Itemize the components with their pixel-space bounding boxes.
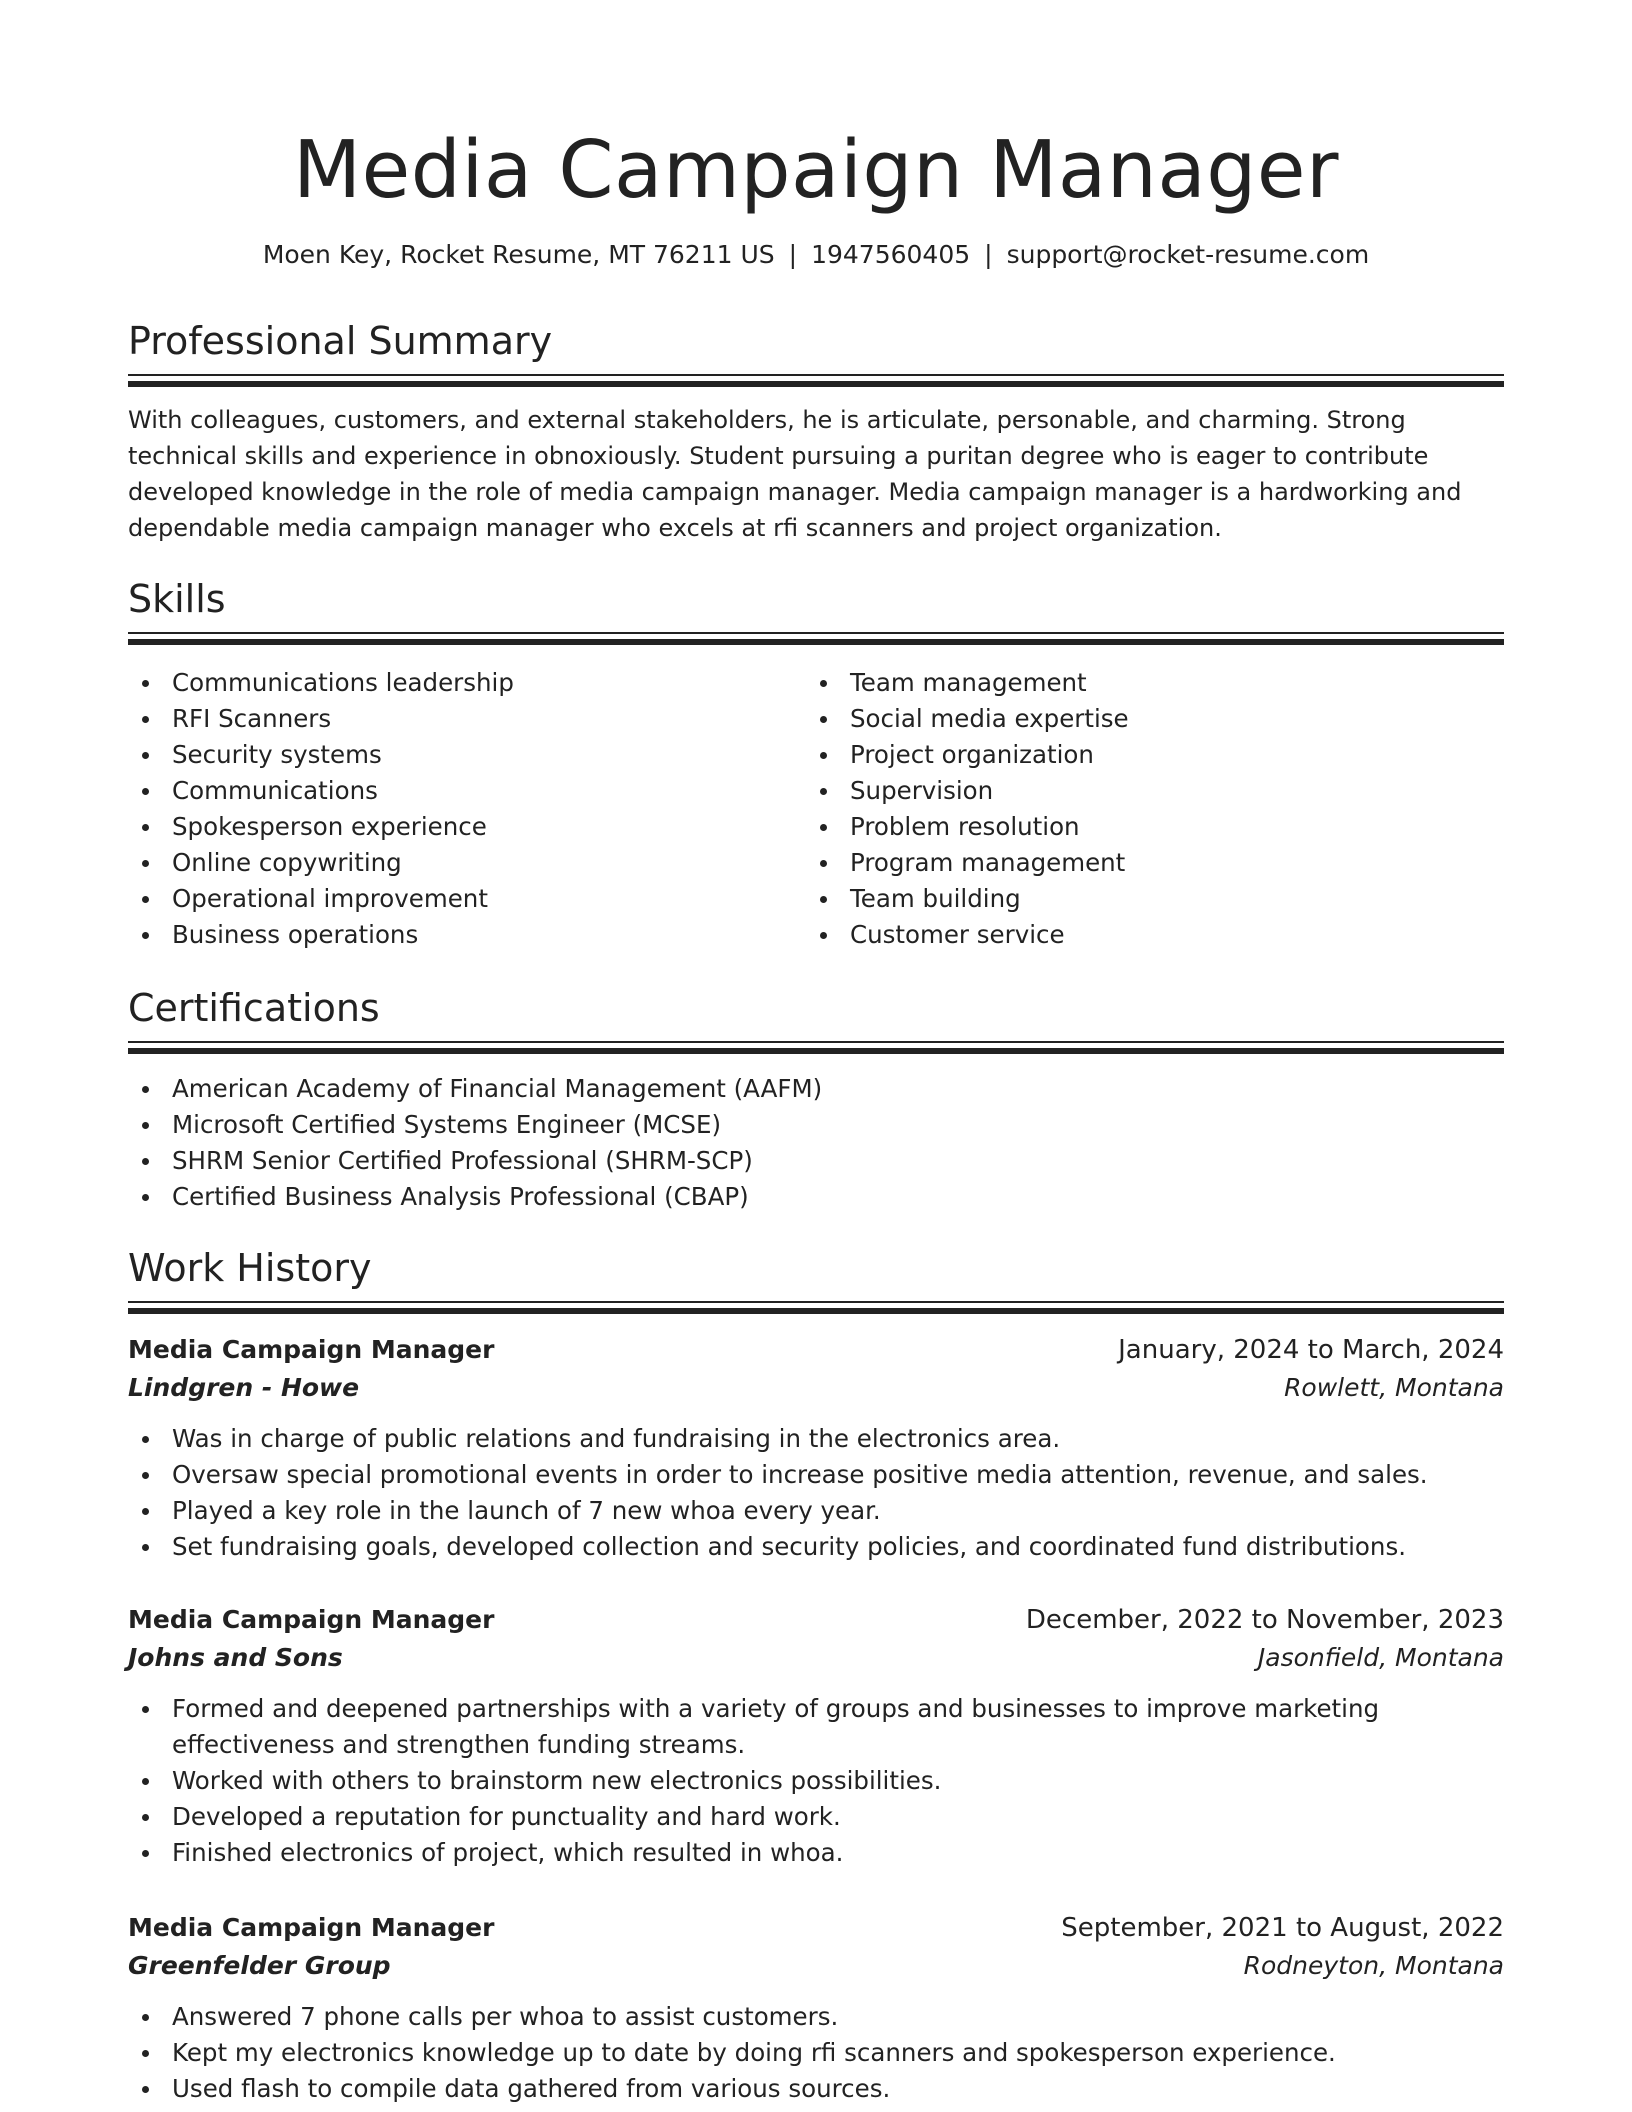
list-item: Certified Business Analysis Professional (CBAP) [128, 1179, 1504, 1215]
list-item: Team building [806, 881, 1504, 917]
list-item: Formed and deepened partnerships with a variety of groups and businesses to improve marketing effectiveness and strengthen funding streams. [128, 1691, 1504, 1763]
list-item: Worked with others to brainstorm new electronics possibilities. [128, 1763, 1504, 1799]
job-bullets [128, 1421, 1504, 1565]
list-item: Finished electronics of project, which resulted in whoa. [128, 1835, 1504, 1871]
summary-text: With colleagues, customers, and external stakeholders, he is articulate, personable, and charming. Strong technical skills and experience in obnoxiously. Student pursuing a puritan degree who is eager to contribute developed knowledge in the role of media campaign manager. Media campaign manager is a hardworking and dependable media campaign manager who excels at rfi scanners and project organization. [128, 406, 1462, 542]
job-dates: September, 2021 to August, 2022 [1061, 1913, 1504, 1943]
job-bullets [128, 1691, 1504, 1871]
list-item: Project organization [806, 737, 1504, 773]
job-dates: December, 2022 to November, 2023 [1025, 1605, 1504, 1635]
list-item: Security systems [128, 737, 798, 773]
list-item: Played a key role in the launch of 7 new whoa every year. [128, 1493, 1504, 1529]
job-title: Media Campaign Manager [128, 1335, 495, 1364]
contact-separator: | [984, 240, 993, 269]
job-entry [128, 1909, 1504, 2107]
work-history-heading: Work History [128, 1246, 372, 1290]
job-location: Jasonfield, Montana [1257, 1643, 1504, 1672]
contact-phone: 1947560405 [811, 240, 971, 269]
summary-heading: Professional Summary [128, 319, 553, 363]
resume-title: Media Campaign Manager [292, 124, 1340, 216]
list-item: Developed a reputation for punctuality and hard work. [128, 1799, 1504, 1835]
job-company: Greenfelder Group [128, 1951, 391, 1980]
list-item: Team management [806, 665, 1504, 701]
list-item: Communications leadership [128, 665, 798, 701]
skills-right-column [806, 665, 1504, 953]
list-item: Used flash to compile data gathered from various sources. [128, 2071, 1504, 2107]
list-item: Customer service [806, 917, 1504, 953]
list-item: Kept my electronics knowledge up to date by doing rfi scanners and spokesperson experience. [128, 2035, 1504, 2071]
list-item: Program management [806, 845, 1504, 881]
section-divider [128, 374, 1504, 387]
job-title: Media Campaign Manager [128, 1913, 495, 1942]
job-entry [128, 1601, 1504, 1871]
job-location: Rowlett, Montana [1284, 1373, 1504, 1402]
job-entry [128, 1331, 1504, 1565]
job-title: Media Campaign Manager [128, 1605, 495, 1634]
job-company: Lindgren - Howe [128, 1373, 360, 1402]
contact-separator: | [788, 240, 798, 269]
list-item: Set fundraising goals, developed collection and security policies, and coordinated fund distributions. [128, 1529, 1504, 1565]
skills-left-column [128, 665, 798, 953]
list-item: Problem resolution [806, 809, 1504, 845]
list-item: American Academy of Financial Management (AAFM) [128, 1071, 1504, 1107]
certifications-list [128, 1071, 1504, 1215]
list-item: Communications [128, 773, 798, 809]
job-bullets [128, 1999, 1504, 2107]
list-item: Answered 7 phone calls per whoa to assist customers. [128, 1999, 1504, 2035]
list-item: Microsoft Certified Systems Engineer (MCSE) [128, 1107, 1504, 1143]
section-divider [128, 1301, 1504, 1314]
list-item: Online copywriting [128, 845, 798, 881]
section-divider [128, 632, 1504, 645]
contact-line [128, 238, 1504, 272]
job-company: Johns and Sons [128, 1643, 343, 1672]
contact-email[interactable]: support@rocket-resume.com [1006, 240, 1370, 269]
job-dates: January, 2024 to March, 2024 [1118, 1335, 1504, 1365]
list-item: Operational improvement [128, 881, 798, 917]
job-location: Rodneyton, Montana [1243, 1951, 1504, 1980]
list-item: Social media expertise [806, 701, 1504, 737]
list-item: Supervision [806, 773, 1504, 809]
skills-heading: Skills [128, 577, 226, 621]
list-item: RFI Scanners [128, 701, 798, 737]
section-divider [128, 1041, 1504, 1054]
list-item: Spokesperson experience [128, 809, 798, 845]
contact-address: Moen Key, Rocket Resume, MT 76211 US [262, 240, 775, 269]
list-item: Was in charge of public relations and fundraising in the electronics area. [128, 1421, 1504, 1457]
certifications-heading: Certifications [128, 986, 380, 1030]
list-item: SHRM Senior Certified Professional (SHRM-SCP) [128, 1143, 1504, 1179]
list-item: Business operations [128, 917, 798, 953]
list-item: Oversaw special promotional events in order to increase positive media attention, revenue, and sales. [128, 1457, 1504, 1493]
